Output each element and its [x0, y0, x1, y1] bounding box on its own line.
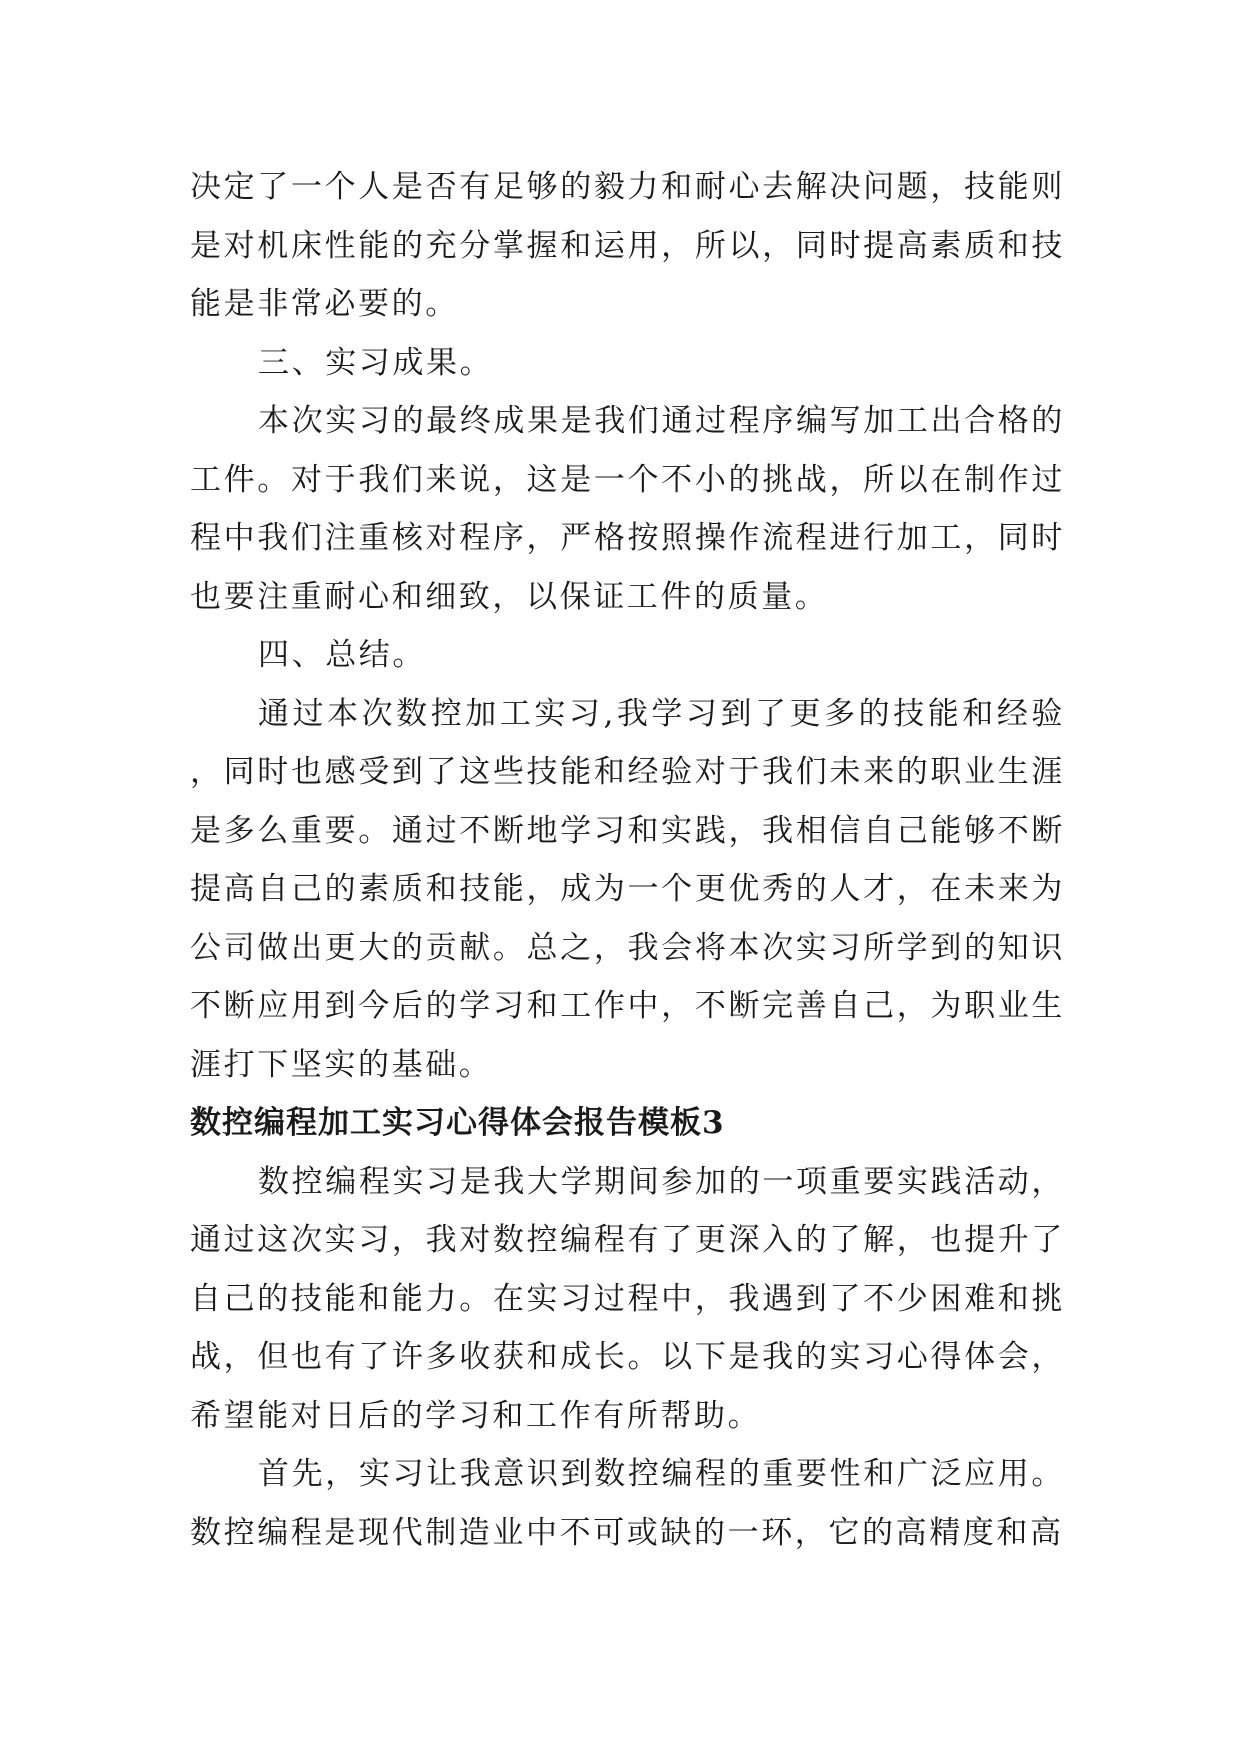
- document-body: [190, 158, 1065, 1562]
- body-paragraph: 首先，实习让我意识到数控编程的重要性和广泛应用。数控编程是现代制造业中不可或缺的一环，它的高精度和高: [190, 1456, 1065, 1551]
- body-paragraph: 本次实习的最终成果是我们通过程序编写加工出合格的工件。对于我们来说，这是一个不小的挑战，所以在制作过程中我们注重核对程序，严格按照操作流程进行加工，同时也要注重耐心和细致，以保证工件的质量。: [190, 403, 1065, 615]
- section-heading-summary: 四、总结。: [258, 637, 426, 673]
- body-paragraph: 决定了一个人是否有足够的毅力和耐心去解决问题，技能则是对机床性能的充分掌握和运用，所以，同时提高素质和技能是非常必要的。: [190, 169, 1065, 322]
- section-title: 数控编程加工实习心得体会报告模板3: [190, 1105, 725, 1141]
- body-paragraph: 数控编程实习是我大学期间参加的一项重要实践活动，通过这次实习，我对数控编程有了更深入的了解，也提升了自己的技能和能力。在实习过程中，我遇到了不少困难和挑战，但也有了许多收获和成长。以下是我的实习心得体会，希望能对日后的学习和工作有所帮助。: [190, 1163, 1065, 1434]
- body-paragraph: 通过本次数控加工实习,我学习到了更多的技能和经验，同时也感受到了这些技能和经验对于我们未来的职业生涯是多么重要。通过不断地学习和实践，我相信自己能够不断提高自己的素质和技能，成为一个更优秀的人才，在未来为公司做出更大的贡献。总之，我会将本次实习所学到的知识不断应用到今后的学习和工作中，不断完善自己，为职业生涯打下坚实的基础。: [190, 695, 1065, 1083]
- section-heading-results: 三、实习成果。: [258, 344, 494, 381]
